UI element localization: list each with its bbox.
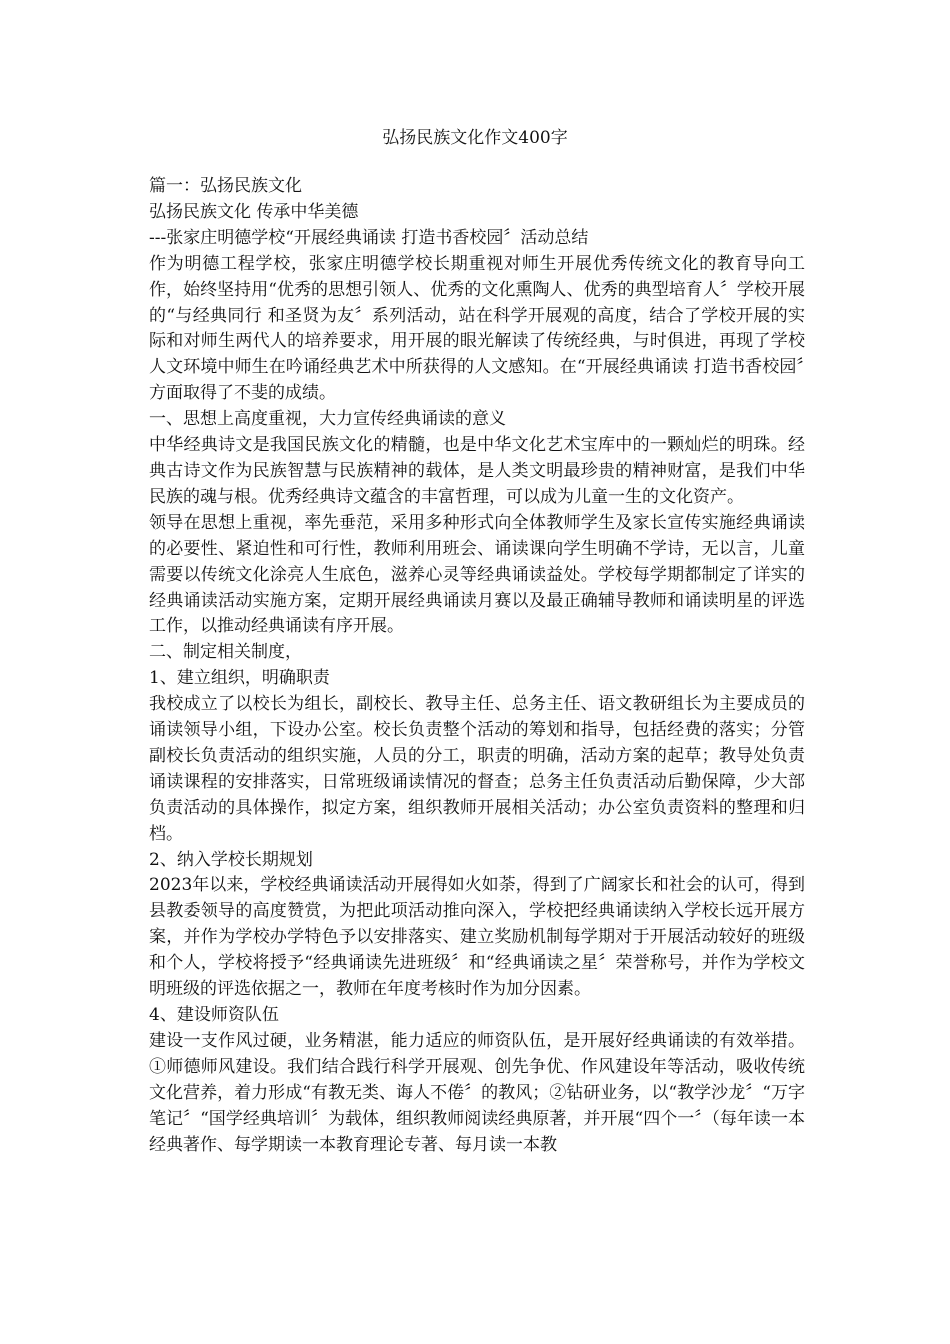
document-title: 弘扬民族文化作文400字: [382, 128, 568, 148]
subsection-heading-4: 4、建设师资队伍: [149, 1005, 279, 1025]
article-title: 弘扬民族文化 传承中华美德: [149, 201, 359, 222]
body-paragraph: 中华经典诗文是我国民族文化的精髓，也是中华文化艺术宝库中的一颗灿烂的明珠。经典古诗文作为民族智慧与民族精神的载体，是人类文明最珍贵的精神财富，是我们中华民族的魂与根。优秀经典诗文蕴含的丰富哲理，可以成为儿童一生的文化资产。: [149, 435, 805, 507]
subsection-heading-1: 1、建立组织，明确职责: [149, 668, 330, 689]
body-paragraph: 建设一支作风过硬，业务精湛，能力适应的师资队伍，是开展好经典诵读的有效举措。①师德师风建设。我们结合践行科学开展观、创先争优、作风建设年等活动，吸收传统文化营养，着力形成“有教无类、诲人不倦〞的教风；②钻研业务，以“教学沙龙〞“万字笔记〞“国学经典培训〞为载体，组织教师阅读经典原著，并开展“四个一〞（每年读一本经典著作、每学期读一本教育理论专著、每月读一本教: [149, 1030, 805, 1155]
subsection-heading-2: 2、纳入学校长期规划: [149, 849, 313, 870]
section-heading-part1: 篇一：弘扬民族文化: [149, 176, 302, 196]
document-body: [149, 174, 805, 1158]
body-paragraph: 领导在思想上重视，率先垂范，采用多种形式向全体教师学生及家长宣传实施经典诵读的必要性、紧迫性和可行性，教师利用班会、诵读课向学生明确不学诗，无以言，儿童需要以传统文化涂亮人生底色，滋养心灵等经典诵读益处。学校每学期都制定了详实的经典诵读活动实施方案，定期开展经典诵读月赛以及最正确辅导教师和诵读明星的评选工作，以推动经典诵读有序开展。: [149, 512, 805, 637]
body-paragraph: 2023年以来，学校经典诵读活动开展得如火如荼，得到了广阔家长和社会的认可，得到县教委领导的高度赞赏，为把此项活动推向深入，学校把经典诵读纳入学校长远开展方案，并作为学校办学特色予以安排落实、建立奖励机制每学期对于开展活动较好的班级和个人，学校将授予“经典诵读先进班级〞和“经典诵读之星〞荣誉称号，并作为学校文明班级的评选依据之一，教师在年度考核时作为加分因素。: [149, 875, 805, 1000]
section-heading-2: 二、制定相关制度，: [149, 642, 302, 663]
section-heading-1: 一、思想上高度重视，大力宣传经典诵读的意义: [149, 409, 506, 430]
body-paragraph: 我校成立了以校长为组长，副校长、教导主任、总务主任、语文教研组长为主要成员的诵读领导小组，下设办公室。校长负责整个活动的筹划和指导，包括经费的落实；分管副校长负责活动的组织实施，人员的分工，职责的明确，活动方案的起草；教导处负责诵读课程的安排落实，日常班级诵读情况的督查；总务主任负责活动后勤保障，少大部负责活动的具体操作，拟定方案，组织教师开展相关活动；办公室负责资料的整理和归档。: [149, 694, 805, 844]
article-subtitle: ---张家庄明德学校“开展经典诵读 打造书香校园〞活动总结: [149, 227, 589, 248]
body-paragraph: 作为明德工程学校，张家庄明德学校长期重视对师生开展优秀传统文化的教育导向工作，始终坚持用“优秀的思想引领人、优秀的文化熏陶人、优秀的典型培育人〞学校开展的“与经典同行 和圣贤为友〞系列活动，站在科学开展观的高度，结合了学校开展的实际和对师生两代人的培养要求，用开展的眼光解读了传统经典，与时俱进，再现了学校人文环境中师生在吟诵经典艺术中所获得的人文感知。在“开展经典诵读 打造书香校园〞方面取得了不斐的成绩。: [149, 253, 805, 404]
